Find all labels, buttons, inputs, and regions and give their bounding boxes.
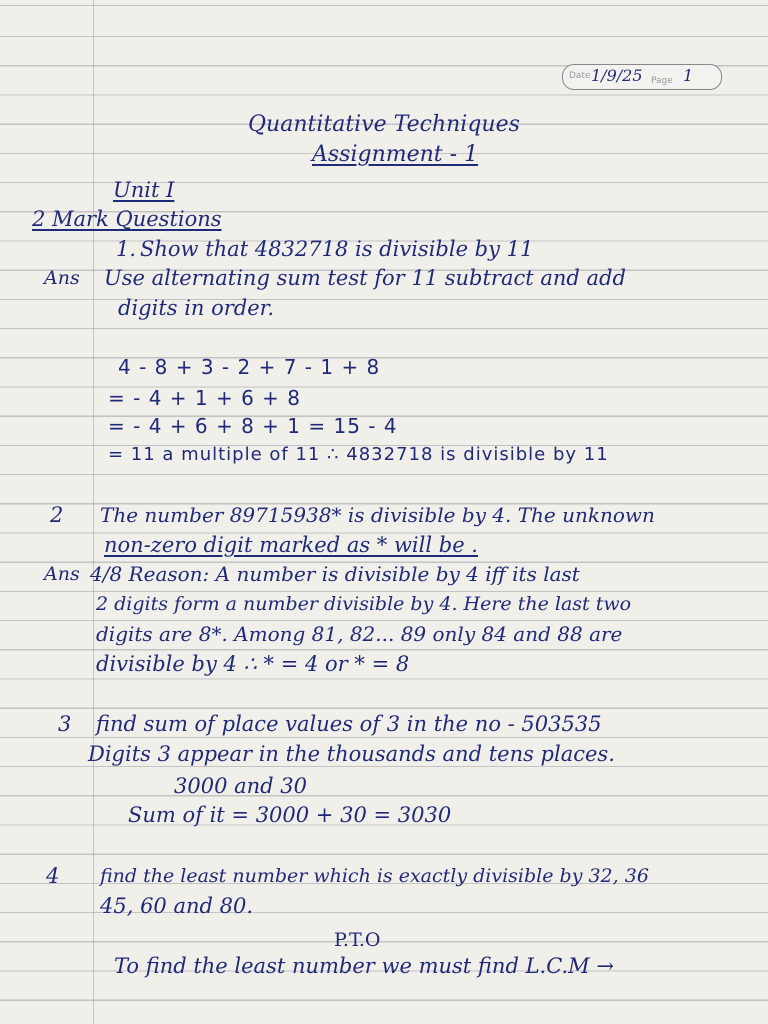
assignment-title: Quantitative Techniques	[248, 112, 520, 137]
question-2-number: 2	[50, 503, 64, 527]
unit-heading: Unit I	[113, 178, 175, 202]
question-1-working-line: = - 4 + 6 + 8 + 1 = 15 - 4	[108, 414, 398, 438]
question-4-text: find the least number which is exactly divisible by 32, 36	[100, 865, 649, 887]
question-1-answer-line: Use alternating sum test for 11 subtract and add	[104, 266, 626, 290]
date-page-box	[562, 64, 722, 90]
margin-line	[93, 0, 94, 1024]
question-1-number: 1.	[116, 237, 137, 261]
section-heading: 2 Mark Questions	[32, 207, 222, 231]
page-stamp-label: Page	[651, 76, 673, 86]
question-3-text: find sum of place values of 3 in the no - 503535	[96, 712, 602, 736]
question-2-text: non-zero digit marked as * will be .	[104, 533, 478, 557]
question-1-working-line: = - 4 + 1 + 6 + 8	[108, 386, 302, 410]
question-2-answer-line: 4/8 Reason: A number is divisible by 4 iff its last	[90, 562, 580, 586]
question-1-working-line: 4 - 8 + 3 - 2 + 7 - 1 + 8	[118, 355, 381, 379]
page-value: 1	[683, 66, 694, 85]
question-1-answer-line: digits in order.	[118, 296, 275, 320]
date-stamp-label: Date	[569, 71, 591, 81]
question-2-answer-line: digits are 8*. Among 81, 82... 89 only 84 and 88 are	[96, 622, 623, 646]
question-3-answer-line: 3000 and 30	[174, 774, 308, 798]
question-2-answer-line: 2 digits form a number divisible by 4. Here the last two	[96, 593, 632, 615]
question-4-number: 4	[46, 864, 60, 888]
question-2-ans-label: Ans	[44, 563, 80, 585]
question-1-conclusion: = 11 a multiple of 11 ∴ 4832718 is divisible by 11	[108, 444, 609, 465]
question-2-text: The number 89715938* is divisible by 4. The unknown	[100, 503, 655, 527]
assignment-subtitle: Assignment - 1	[312, 142, 479, 167]
question-3-number: 3	[58, 712, 72, 736]
date-value: 1/9/25	[591, 66, 643, 85]
question-1-text: Show that 4832718 is divisible by 11	[140, 237, 534, 261]
pto-note: P.T.O	[334, 929, 381, 951]
question-3-answer-line: Digits 3 appear in the thousands and tens places.	[88, 742, 615, 766]
question-4-answer-line: To find the least number we must find L.C.M →	[114, 954, 614, 978]
question-1-ans-label: Ans	[44, 267, 80, 289]
question-4-text: 45, 60 and 80.	[100, 894, 254, 918]
question-3-answer-line: Sum of it = 3000 + 30 = 3030	[128, 803, 452, 827]
question-2-answer-line: divisible by 4 ∴ * = 4 or * = 8	[96, 652, 410, 676]
